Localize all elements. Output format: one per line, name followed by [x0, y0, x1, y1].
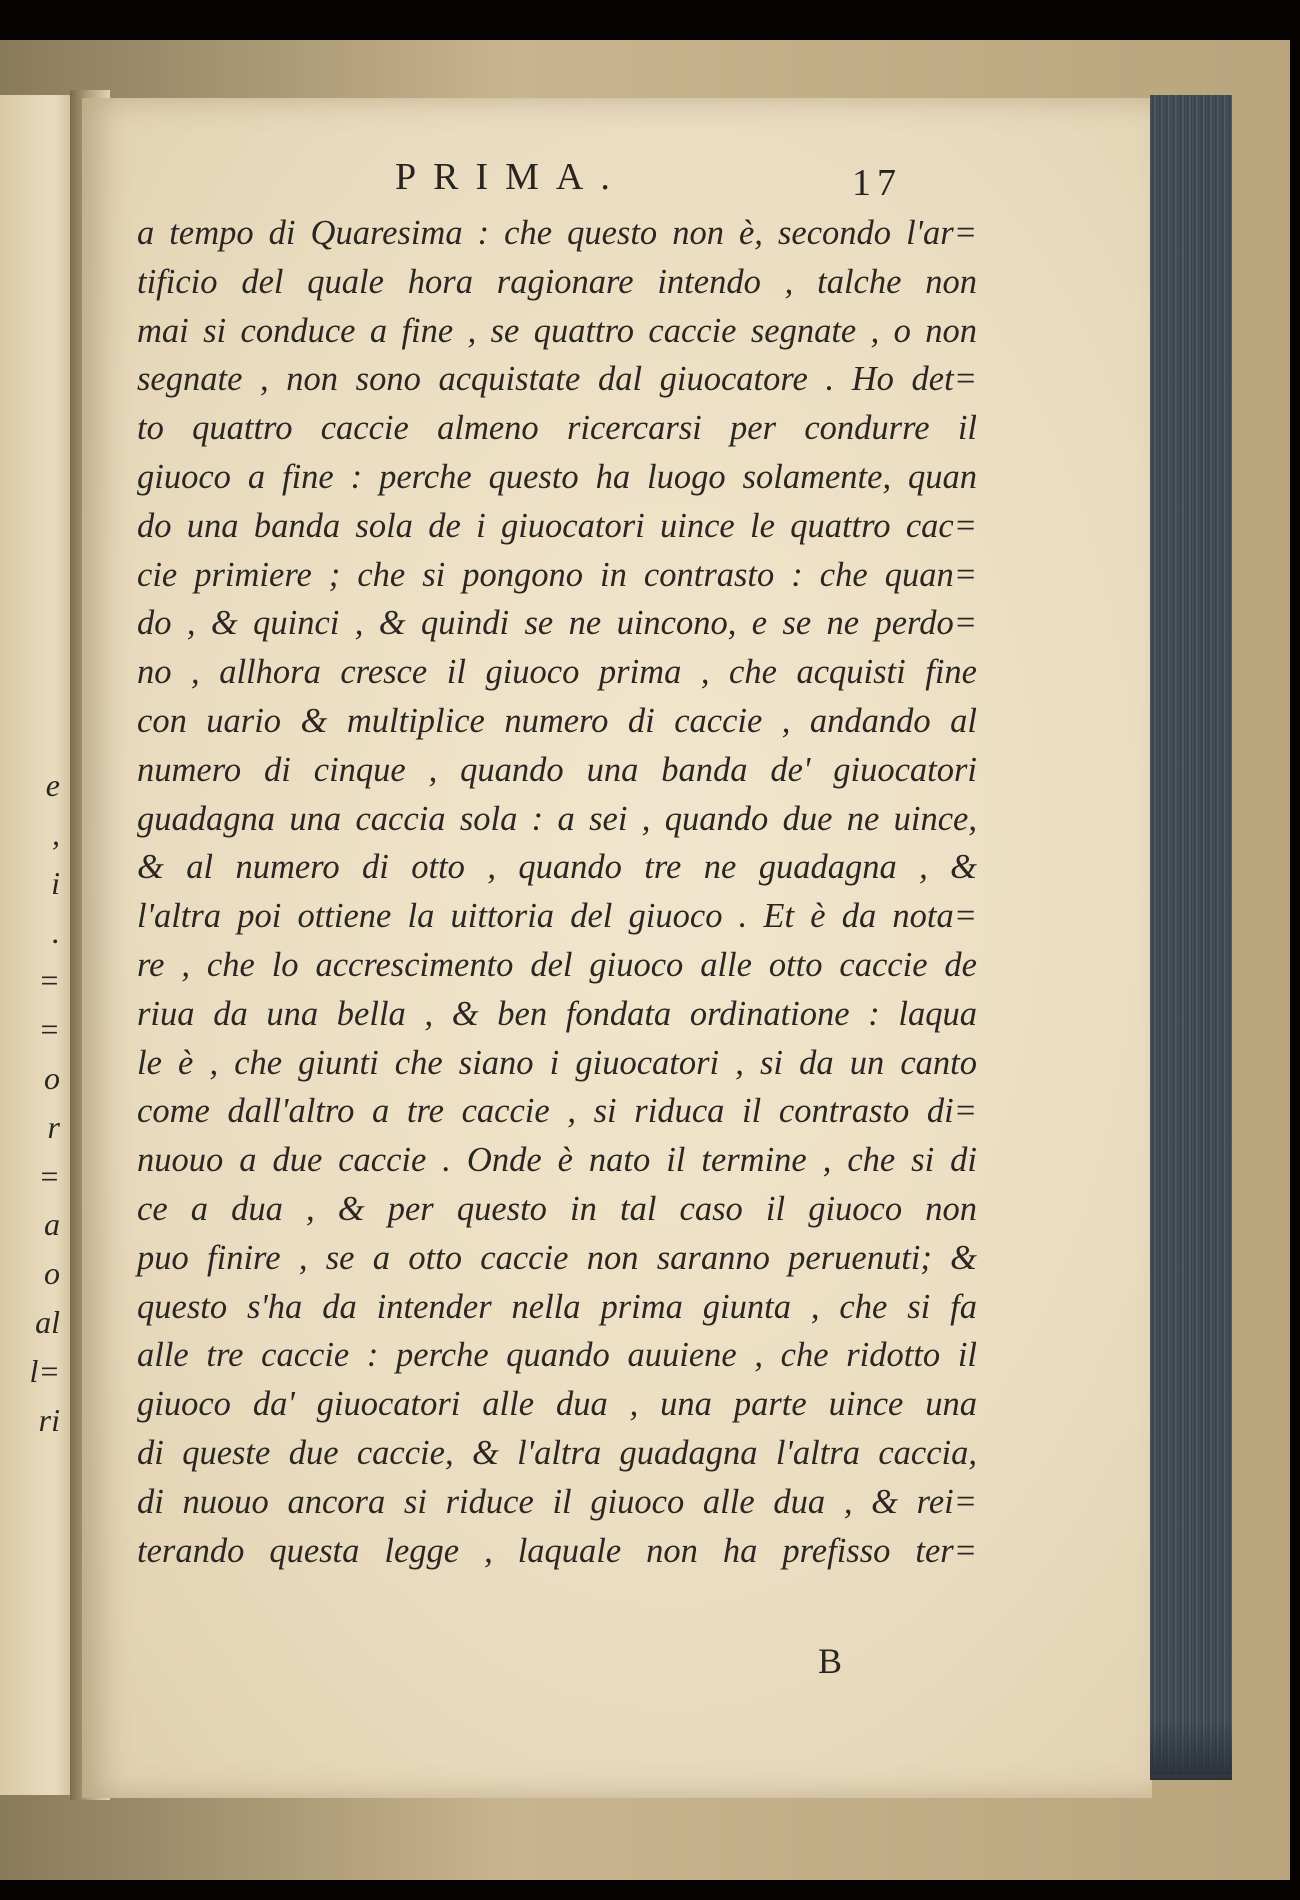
page-number: 17 [852, 162, 902, 204]
left-page-fragment: l= [29, 1352, 60, 1389]
text-line: le è , che giunti che siano i giuocatori , si da un canto [137, 1043, 977, 1082]
left-page-fragment [0, 322, 60, 371]
left-page-fragment: a [44, 1206, 60, 1243]
left-page-fragment [0, 371, 60, 420]
text-line: con uario & multiplice numero di caccie , andando al [137, 701, 977, 740]
left-page-text-fragments [0, 322, 60, 1444]
text-line: alle tre caccie : perche quando auuiene , che ridotto il [137, 1336, 977, 1375]
text-line: riua da una bella , & ben fondata ordinatione : laqua [137, 994, 977, 1033]
text-line: nuouo a due caccie . Onde è nato il termine , che si di [137, 1141, 977, 1180]
text-line: & al numero di otto , quando tre ne guadagna , & [137, 848, 977, 887]
text-line: a tempo di Quaresima : che questo non è, secondo l'ar= [137, 214, 977, 252]
left-page-fragment: . [52, 913, 60, 950]
text-line: di queste due caccie, & l'altra guadagna l'altra caccia, [137, 1433, 977, 1472]
text-line: to quattro caccie almeno ricercarsi per condurre il [137, 409, 977, 448]
left-page-fragment [0, 664, 60, 713]
text-line: tificio del quale hora ragionare intendo , talche non [137, 262, 977, 301]
text-line: numero di cinque , quando una banda de' giuocatori [137, 750, 977, 789]
text-line: di nuouo ancora si riduce il giuoco alle dua , & rei= [137, 1482, 977, 1521]
running-title: PRIMA. [395, 156, 627, 198]
left-page-fragment [0, 615, 60, 664]
left-page-fragment: ri [38, 1401, 60, 1438]
text-line: re , che lo accrescimento del giuoco alle otto caccie de [137, 945, 977, 984]
text-line: do , & quinci , & quindi se ne uincono, e se ne perdo= [137, 604, 977, 643]
left-page-fragment [0, 468, 60, 517]
text-line: puo finire , se a otto caccie non saranno peruenuti; & [137, 1238, 977, 1277]
text-line: l'altra poi ottiene la uittoria del giuoco . Et è da nota= [137, 897, 977, 936]
page-header [0, 155, 1300, 215]
left-page-fragment: i [51, 864, 60, 901]
page-fore-edge-shadow [1150, 1720, 1232, 1780]
text-line: come dall'altro a tre caccie , si riduca il contrasto di= [137, 1092, 977, 1131]
text-line: terando questa legge , laquale non ha prefisso ter= [137, 1531, 977, 1570]
text-line: guadagna una caccia sola : a sei , quando due ne uince, [137, 799, 977, 838]
text-line: giuoco da' giuocatori alle dua , una parte uince una [137, 1385, 977, 1424]
left-page-fragment [0, 517, 60, 566]
body-text [137, 209, 977, 1575]
left-page-fragment: = [38, 1157, 60, 1194]
text-line: do una banda sola de i giuocatori uince le quattro cac= [137, 506, 977, 545]
page-fore-edge [1150, 95, 1232, 1775]
left-page-fragment: al [35, 1303, 60, 1340]
left-page-fragment: r [47, 1108, 60, 1145]
text-line: questo s'ha da intender nella prima giunta , che si fa [137, 1287, 977, 1326]
signature-mark: B [818, 1641, 843, 1681]
text-line: cie primiere ; che si pongono in contrasto : che quan= [137, 555, 977, 594]
left-page-fragment: e [45, 767, 60, 804]
left-page-fragment: , [52, 815, 60, 852]
text-line: no , allhora cresce il giuoco prima , che acquisti fine [137, 653, 977, 692]
text-line: mai si conduce a fine , se quattro caccie segnate , o non [137, 311, 977, 350]
left-page-fragment: = [38, 962, 60, 999]
left-page-fragment [0, 712, 60, 761]
left-page-fragment [0, 566, 60, 615]
left-page-fragment [0, 420, 60, 469]
text-line: ce a dua , & per questo in tal caso il giuoco non [137, 1189, 977, 1228]
left-page-fragment: o [44, 1255, 60, 1292]
left-page-fragment: o [44, 1059, 60, 1096]
text-line: giuoco a fine : perche questo ha luogo solamente, quan [137, 457, 977, 496]
text-line: segnate , non sono acquistate dal giuocatore . Ho det= [137, 360, 977, 399]
left-page-fragment: = [38, 1011, 60, 1048]
